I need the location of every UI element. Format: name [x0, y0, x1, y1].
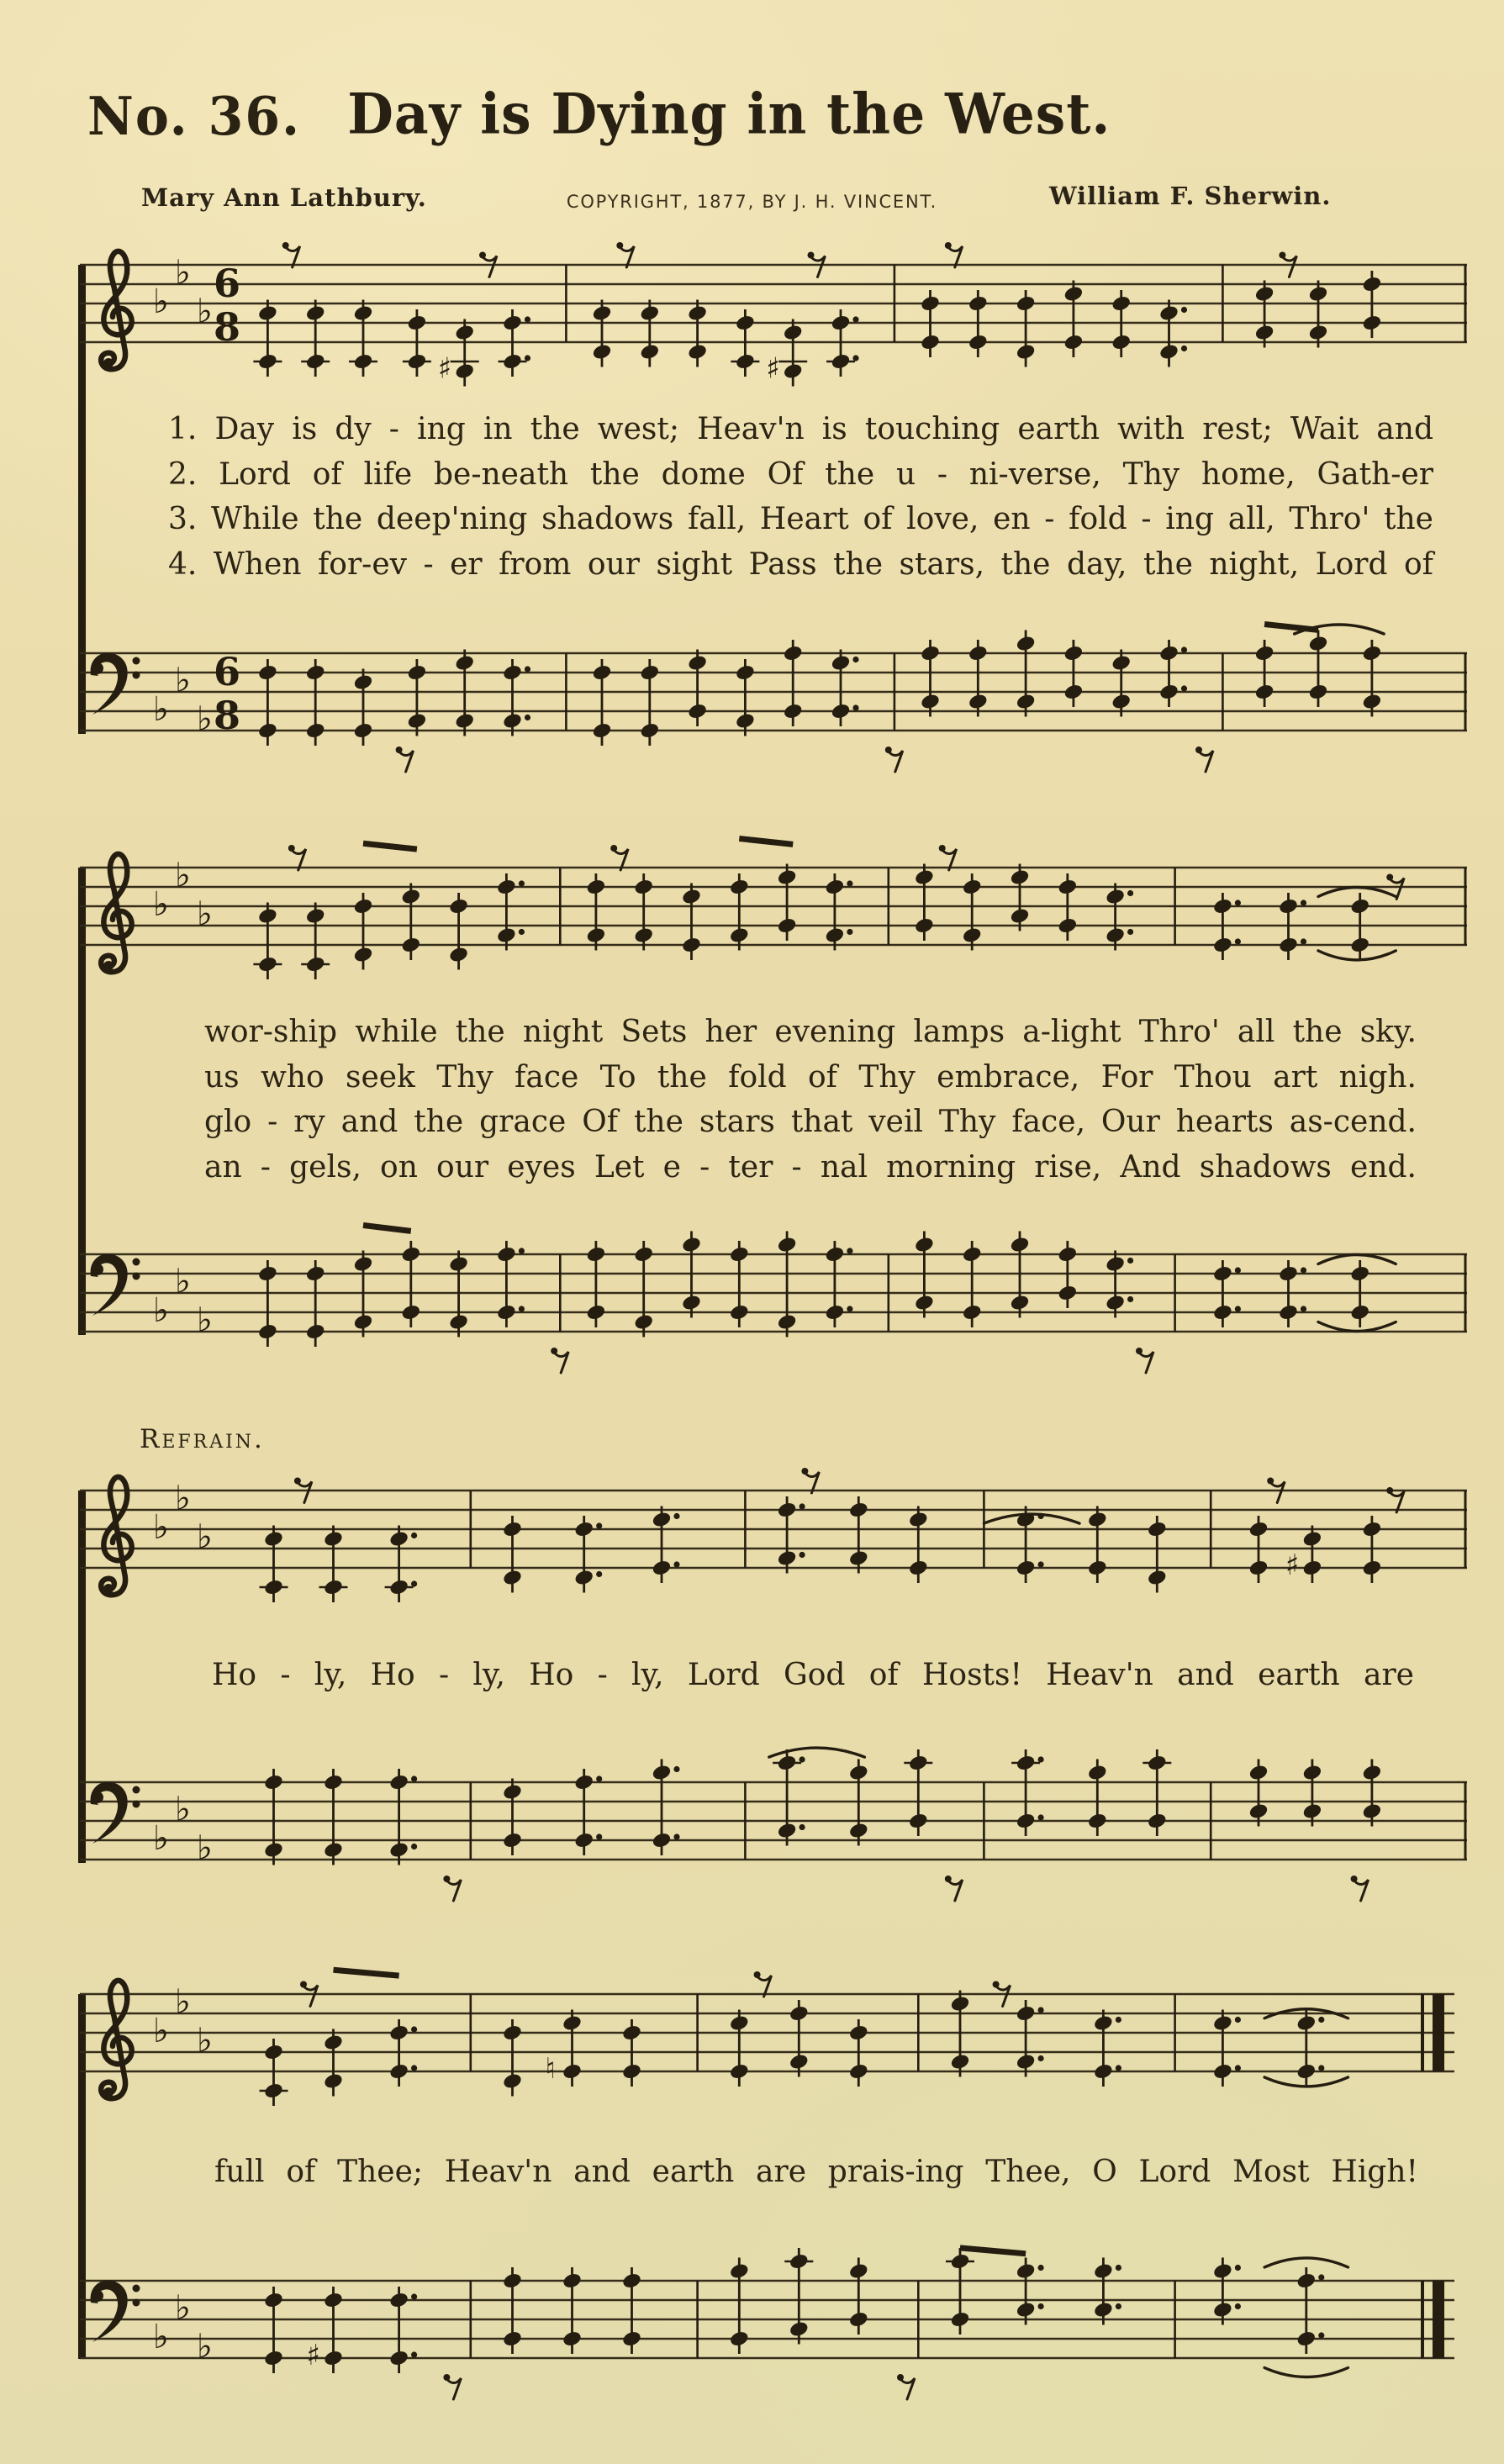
- svg-text:♯: ♯: [766, 351, 780, 386]
- svg-text:♭: ♭: [153, 1508, 169, 1547]
- verse-line-3a: 3. While the deep'ning shadows fall, Heart of love, en - fold - ing all, Thro' the: [168, 502, 1433, 536]
- svg-text:♭: ♭: [197, 2327, 213, 2366]
- staff-system-2-treble: [76, 792, 1480, 1044]
- staff-system-1-treble: [76, 189, 1480, 441]
- staff-system-2-bass: [76, 1179, 1480, 1431]
- svg-text:♭: ♭: [197, 699, 213, 739]
- hymn-number: No. 36.: [87, 86, 301, 148]
- svg-text:8: 8: [213, 693, 241, 738]
- svg-text:♭: ♭: [197, 1828, 213, 1868]
- credit-composer: William F. Sherwin.: [1049, 182, 1332, 210]
- svg-text:♯: ♯: [306, 2339, 320, 2372]
- svg-text:♭: ♭: [175, 1790, 191, 1829]
- svg-text:♭: ♭: [197, 1301, 213, 1340]
- svg-text:6: 6: [213, 649, 241, 694]
- verse-line-2a: 2. Lord of life be-neath the dome Of the u - ni-verse, Thy home, Gath-er: [168, 456, 1433, 492]
- verse-line-1a: 1. Day is dy - ing in the west; Heav'n is touching earth with rest; Wait and: [168, 412, 1433, 446]
- svg-text:♭: ♭: [153, 690, 169, 729]
- svg-text:6: 6: [213, 261, 241, 306]
- svg-text:♭: ♭: [175, 856, 191, 895]
- refrain-label: Refrain.: [140, 1424, 265, 1454]
- page-title: Day is Dying in the West.: [347, 80, 1111, 147]
- verse-line-3b: glo - ry and the grace Of the stars that veil Thy face, Our hearts as-cend.: [204, 1105, 1417, 1139]
- refrain-line-1-text: Ho - ly, Ho - ly, Ho - ly, Lord God of Hosts! Heav'n and earth are: [212, 1658, 1414, 1692]
- svg-text:♭: ♭: [153, 282, 169, 321]
- svg-text:♯: ♯: [437, 351, 452, 386]
- svg-text:♭: ♭: [153, 2012, 169, 2050]
- staff-refrain-2-bass: [76, 2205, 1480, 2457]
- verse-line-2b: us who seek Thy face To the fold of Thy embrace, For Thou art nigh.: [204, 1059, 1417, 1095]
- credit-lyricist: Mary Ann Lathbury.: [141, 183, 427, 212]
- svg-text:♭: ♭: [197, 894, 213, 934]
- verse-line-4a: 4. When for-ev - er from our sight Pass the stars, the day, the night, Lord of: [168, 546, 1433, 582]
- svg-text:♯: ♯: [1285, 1549, 1300, 1582]
- svg-text:♭: ♭: [175, 1479, 191, 1518]
- svg-text:♭: ♭: [175, 253, 191, 293]
- svg-text:♭: ♭: [153, 1291, 169, 1330]
- svg-text:♭: ♭: [197, 292, 213, 331]
- verse-line-4b: an - gels, on our eyes Let e - ter - nal morning rise, And shadows end.: [204, 1149, 1417, 1185]
- svg-text:♭: ♭: [175, 1982, 191, 2022]
- svg-text:♭: ♭: [197, 2021, 213, 2060]
- staff-refrain-1-treble: [76, 1415, 1480, 1667]
- refrain-line-2-text: full of Thee; Heav'n and earth are prais-ing Thee, O Lord Most High!: [214, 2155, 1418, 2189]
- svg-text:♭: ♭: [153, 885, 169, 924]
- svg-text:♮: ♮: [545, 2052, 556, 2086]
- svg-text:♭: ♭: [175, 661, 191, 700]
- staff-refrain-2-treble: [76, 1918, 1480, 2171]
- svg-text:♭: ♭: [153, 1819, 169, 1858]
- svg-text:♭: ♭: [197, 1517, 213, 1557]
- svg-text:8: 8: [213, 304, 241, 350]
- credit-copyright: COPYRIGHT, 1877, BY J. H. VINCENT.: [566, 192, 938, 212]
- svg-text:♭: ♭: [175, 1262, 191, 1301]
- svg-text:♭: ♭: [153, 2318, 169, 2356]
- verse-line-1b: wor-ship while the night Sets her evening lamps a-light Thro' all the sky.: [204, 1015, 1417, 1049]
- svg-text:♭: ♭: [175, 2288, 191, 2328]
